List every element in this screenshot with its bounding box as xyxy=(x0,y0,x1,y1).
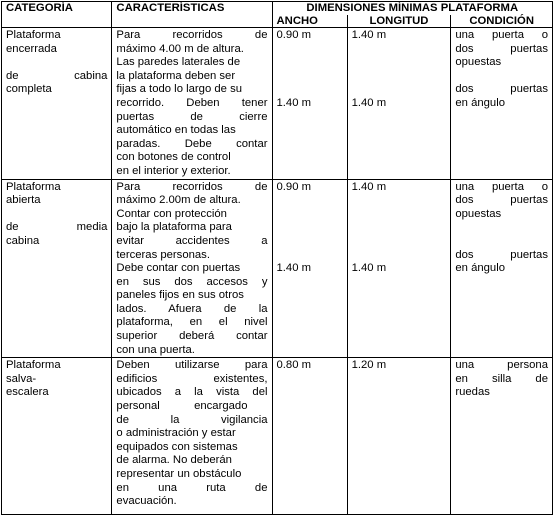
caracteristicas-line: Contar con protección xyxy=(116,207,227,220)
cell-longitud xyxy=(347,179,451,358)
caracteristicas-line: con una puerta. xyxy=(116,343,195,356)
caracteristicas-line: Las paredes laterales de xyxy=(116,56,241,69)
ancho-value: 1.40 m xyxy=(276,262,312,275)
ancho-value: 1.40 m xyxy=(276,96,312,109)
table-row xyxy=(2,179,553,358)
caracteristicas-line: Para recorridos de xyxy=(116,180,268,193)
condicion-line: dos puertas xyxy=(455,42,548,55)
cell-categoria xyxy=(2,358,112,515)
caracteristicas-line: en una ruta de xyxy=(116,481,268,494)
longitud-value: 1.40 m xyxy=(351,29,387,41)
condicion-line: una persona xyxy=(455,359,548,372)
caracteristicas-line: Debe contar con puertas xyxy=(116,262,241,275)
caracteristicas-line: ubicados a la vista del xyxy=(116,386,268,399)
table-row xyxy=(2,28,553,180)
caracteristicas-line: representar un obstáculo xyxy=(116,468,242,480)
caracteristicas-line: paneles fijos en sus otros xyxy=(116,289,244,302)
header-ancho: ANCHO xyxy=(272,15,347,28)
cell-caracteristicas xyxy=(112,179,272,358)
longitud-value: 1.40 m xyxy=(351,262,387,275)
caracteristicas-line: máximo 2.00m de altura. xyxy=(116,194,241,207)
categoria-line: Plataforma xyxy=(6,359,61,372)
condicion-line: en silla de xyxy=(455,372,548,385)
longitud-value: 1.40 m xyxy=(351,180,387,193)
categoria-line: cabina xyxy=(6,234,40,247)
cell-ancho xyxy=(272,358,347,515)
longitud-value: 1.40 m xyxy=(351,96,387,109)
categoria-line: de cabina xyxy=(6,69,108,82)
cell-ancho xyxy=(272,179,347,358)
ancho-value: 0.80 m xyxy=(276,359,312,372)
header-longitud: LONGITUD xyxy=(347,15,451,28)
table-row xyxy=(2,358,553,515)
caracteristicas-line: de la vigilancia xyxy=(116,413,268,426)
cell-longitud xyxy=(347,28,451,180)
cell-condicion xyxy=(451,179,553,358)
categoria-line: salva- xyxy=(6,372,37,385)
caracteristicas-line: Deben utilizarse para xyxy=(116,359,268,372)
header-caracteristicas: CARACTERÍSTICAS xyxy=(112,2,272,28)
categoria-line: Plataforma xyxy=(6,180,61,193)
header-dimensiones: DIMENSIONES MÍNIMAS PLATAFORMA xyxy=(272,2,553,15)
cell-caracteristicas xyxy=(112,28,272,180)
categoria-line: Plataforma xyxy=(6,29,61,41)
caracteristicas-line: Para recorridos de xyxy=(116,29,268,41)
caracteristicas-line: con botones de control xyxy=(116,151,231,164)
caracteristicas-line: en el interior y exterior. xyxy=(116,164,231,177)
caracteristicas-line: paradas. Debe contar xyxy=(116,137,268,150)
caracteristicas-line: o administración y estar xyxy=(116,427,236,440)
caracteristicas-line: edificios existentes, xyxy=(116,372,268,385)
caracteristicas-line: terceras personas. xyxy=(116,248,210,261)
condicion-line: una puerta o xyxy=(455,180,548,193)
categoria-line: completa xyxy=(6,83,52,96)
categoria-line: abierta xyxy=(6,194,41,207)
cell-categoria xyxy=(2,179,112,358)
condicion-line: opuestas xyxy=(455,56,502,69)
caracteristicas-line: en sus dos accesos y xyxy=(116,275,268,288)
caracteristicas-line: evacuación. xyxy=(116,495,177,508)
caracteristicas-line: de alarma. No deberán xyxy=(116,454,232,467)
header-row xyxy=(2,2,553,15)
condicion-line: una puerta o xyxy=(455,29,548,41)
caracteristicas-line: plataforma, en el nivel xyxy=(116,316,268,329)
caracteristicas-line: superior deberá contar xyxy=(116,330,268,343)
categoria-line: encerrada xyxy=(6,42,57,55)
cell-longitud xyxy=(347,358,451,515)
caracteristicas-line: máximo 4.00 m de altura. xyxy=(116,42,244,55)
ancho-value: 0.90 m xyxy=(276,180,312,193)
longitud-value: 1.20 m xyxy=(351,359,387,372)
condicion-line: en ángulo xyxy=(455,262,505,275)
condicion-line: ruedas xyxy=(455,386,490,399)
caracteristicas-line: equipados con sistemas xyxy=(116,440,238,453)
caracteristicas-line: automático en todas las xyxy=(116,124,236,137)
caracteristicas-line: bajo la plataforma para xyxy=(116,221,232,234)
caracteristicas-line: lados. Afuera de la xyxy=(116,302,268,315)
cell-ancho xyxy=(272,28,347,180)
caracteristicas-line: la plataforma deben ser xyxy=(116,69,236,82)
caracteristicas-line: personal encargado xyxy=(116,400,248,413)
categoria-line: de media xyxy=(6,221,108,234)
condicion-line: dos puertas xyxy=(455,194,548,207)
cell-condicion xyxy=(451,358,553,515)
caracteristicas-line: recorrido. Deben tener xyxy=(116,96,268,109)
header-categoria: CATEGORÍA xyxy=(2,2,112,28)
categoria-line xyxy=(6,208,107,222)
condicion-line: en ángulo xyxy=(455,96,505,109)
cell-categoria xyxy=(2,28,112,180)
ancho-value: 0.90 m xyxy=(276,29,312,41)
condicion-line: dos puertas xyxy=(455,248,548,261)
condicion-line: opuestas xyxy=(455,207,502,220)
cell-condicion xyxy=(451,28,553,180)
header-condicion: CONDICIÓN xyxy=(451,15,553,28)
condicion-line: dos puertas xyxy=(455,83,548,96)
cell-caracteristicas xyxy=(112,358,272,515)
categoria-line xyxy=(6,56,107,70)
categoria-line: escalera xyxy=(6,386,49,399)
caracteristicas-line: fijas a todo lo largo de su xyxy=(116,83,243,96)
caracteristicas-line: puertas de cierre xyxy=(116,110,268,123)
caracteristicas-line: evitar accidentes a xyxy=(116,234,268,247)
platform-dimensions-table xyxy=(1,1,553,515)
